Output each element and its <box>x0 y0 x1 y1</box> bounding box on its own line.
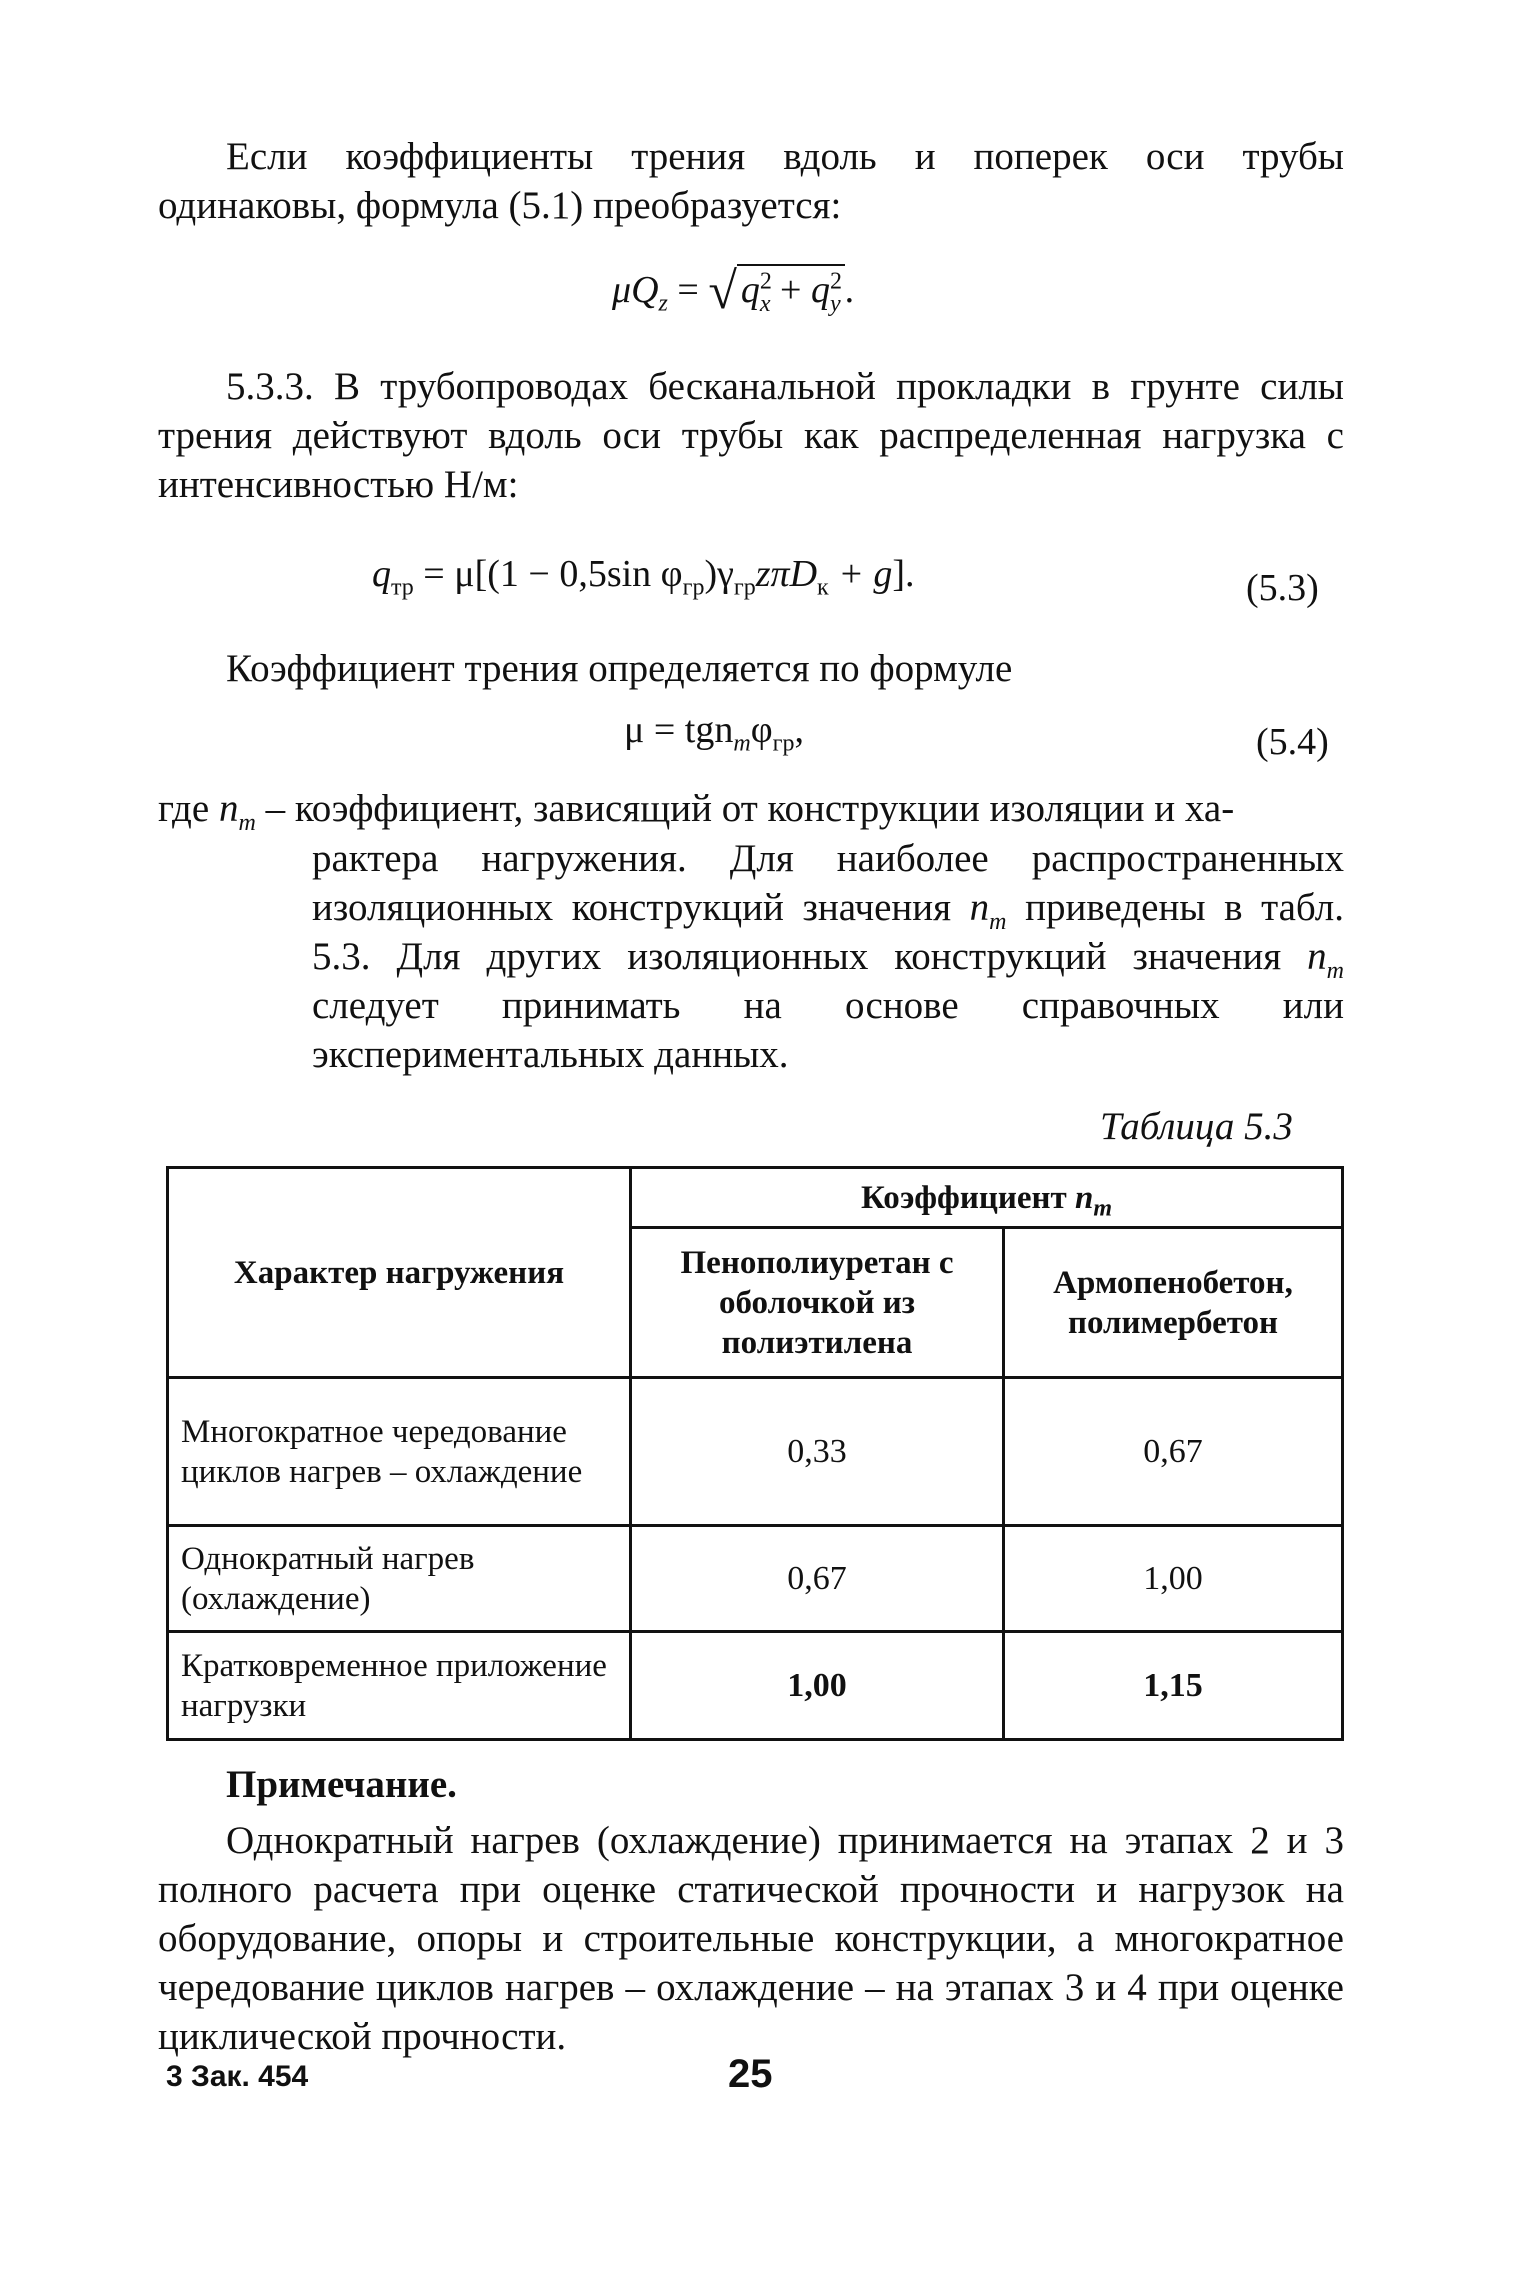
formula-lhs: μQ <box>612 269 659 311</box>
f53-open: [(1 − 0,5sin φ <box>474 553 683 595</box>
f53-gamma: )γ <box>704 553 734 595</box>
header-load-character: Характер нагружения <box>168 1168 631 1378</box>
paragraph-friction: Коэффициент трения определяется по формуле <box>226 647 1013 690</box>
f54-lhs: μ = tgn <box>624 709 734 751</box>
note-text: Однократный нагрев (охлаждение) принимается на этапах 2 и 3 полного расчета при оценке статической прочности и нагрузок на оборудование, опоры и строительные конструкции, а многократное чередование циклов нагрев – охлаждение – на этапах 3 и 4 при оценке циклической прочности. <box>158 1819 1344 2058</box>
formula-lhs-sub: z <box>658 290 668 317</box>
where-var-2: n <box>969 886 990 929</box>
f53-eq: = μ <box>413 553 475 595</box>
formula-qy-sub: y <box>829 290 841 317</box>
header-coefficient-sub: m <box>1093 1195 1113 1222</box>
row-value-2: 1,00 <box>1004 1526 1343 1632</box>
formula-qx-sub: x <box>759 290 771 317</box>
f53-phi-sub: гр <box>682 574 705 601</box>
formula-qx: q <box>740 269 760 311</box>
formula-qy-sup: 2 <box>829 268 842 295</box>
f54-phi-sub: гр <box>772 730 795 757</box>
where-var: n <box>218 787 239 830</box>
formula-5-3 <box>372 552 915 601</box>
equation-number-5-3: (5.3) <box>1246 567 1319 609</box>
where-var-3-sub: m <box>1326 957 1344 984</box>
formula-muqz <box>612 262 854 321</box>
formula-qy: q <box>810 269 830 311</box>
where-lead: где <box>158 787 219 830</box>
header-coefficient-text: Коэффициент <box>860 1179 1076 1216</box>
header-col-armo: Армопенобетон, полимербетон <box>1004 1228 1343 1378</box>
f53-gamma-sub: гр <box>733 574 756 601</box>
row-value-1: 0,33 <box>631 1378 1004 1526</box>
formula-plus: + <box>770 269 811 311</box>
f54-phi: φ <box>750 709 773 751</box>
where-text-1: – коэффициент, зависящий от конструкции изоляции и ха- <box>255 787 1235 830</box>
row-label: Однократный нагрев (охлаждение) <box>168 1526 631 1632</box>
where-text-4: следует принимать на основе справочных или экспериментальных данных. <box>312 984 1344 1076</box>
page-number: 25 <box>728 2052 773 2096</box>
paragraph-5-3-3: 5.3.3. В трубопроводах бесканальной прокладки в грунте силы трения действуют вдоль оси трубы как распределенная нагрузка с интенсивностью Н/м: <box>158 365 1344 506</box>
table-caption: Таблица 5.3 <box>1100 1105 1293 1148</box>
f54-comma: , <box>794 709 804 751</box>
row-label: Кратковременное приложение нагрузки <box>168 1632 631 1740</box>
where-var-2-sub: m <box>989 908 1007 935</box>
equation-number-5-4: (5.4) <box>1256 721 1329 763</box>
f53-mid: zπD <box>755 553 818 595</box>
formula-eq: = <box>667 269 709 311</box>
f53-q-sub: тр <box>391 574 414 601</box>
header-col-ppu: Пенополиуретан с оболочкой из полиэтилена <box>631 1228 1004 1378</box>
row-value-1: 1,00 <box>631 1632 1004 1740</box>
where-var-sub: m <box>238 809 256 836</box>
table-row <box>168 1526 1343 1632</box>
where-var-3: n <box>1307 935 1327 978</box>
coefficient-table <box>166 1166 1344 1741</box>
header-coefficient <box>631 1168 1343 1228</box>
formula-dot: . <box>844 269 855 311</box>
footer-order: 3 Зак. 454 <box>166 2060 309 2093</box>
where-line-1 <box>158 784 1344 836</box>
paragraph-intro: Если коэффициенты трения вдоль и поперек оси трубы одинаковы, формула (5.1) преобразуется: <box>158 135 1344 227</box>
row-value-2: 0,67 <box>1004 1378 1343 1526</box>
table-row <box>168 1632 1343 1740</box>
f53-close: ]. <box>892 553 915 595</box>
note-title: Примечание. <box>226 1763 457 1806</box>
row-label: Многократное чередование циклов нагрев – охлаждение <box>168 1378 631 1526</box>
f53-d-sub: к <box>817 574 829 601</box>
f53-q: q <box>372 553 391 595</box>
formula-5-4 <box>624 708 804 757</box>
sqrt-icon: √ <box>708 263 737 320</box>
f54-n-sub: m <box>733 730 751 757</box>
f53-tail: + g <box>828 553 893 595</box>
row-value-1: 0,67 <box>631 1526 1004 1632</box>
row-value-2: 1,15 <box>1004 1632 1343 1740</box>
formula-qx-sup: 2 <box>759 268 772 295</box>
where-body <box>312 834 1344 1079</box>
where-text-3: приведены в табл. 5.3. Для других изоляционных конструкций значения <box>312 886 1344 978</box>
table-row <box>168 1378 1343 1526</box>
sqrt <box>708 262 844 321</box>
where-text-2: рактера нагружения. Для наиболее распространенных изоляционных конструкций значения <box>312 837 1344 929</box>
header-coefficient-var: n <box>1075 1179 1094 1216</box>
